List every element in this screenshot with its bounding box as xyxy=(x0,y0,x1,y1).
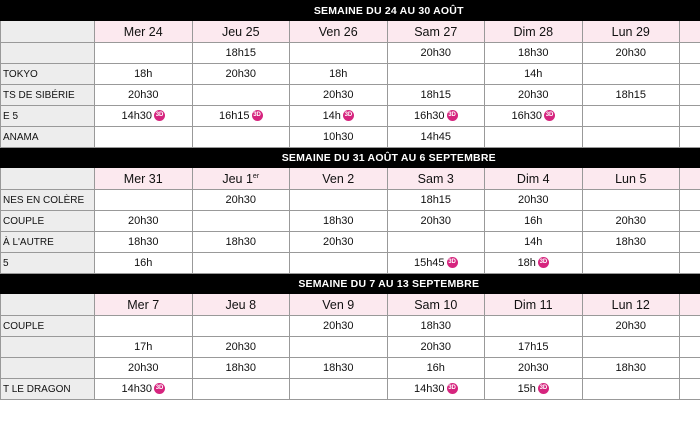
film-row xyxy=(1,127,700,148)
showtime-cell xyxy=(582,337,680,358)
day-header xyxy=(485,21,583,43)
showtime: 17h15 xyxy=(517,341,549,353)
day-label: Ven 2 xyxy=(322,171,355,186)
showtime: 20h30 xyxy=(225,68,257,80)
film-title: COUPLE xyxy=(1,316,95,337)
showtime-cell xyxy=(485,43,583,64)
showtime: 18h xyxy=(134,68,153,80)
badge-3d-icon: 3D xyxy=(154,383,165,394)
day-header-row xyxy=(1,21,700,43)
day-label: Jeu 1 xyxy=(222,171,253,186)
showtime-cell xyxy=(387,211,485,232)
day-header xyxy=(680,294,700,316)
film-row xyxy=(1,316,700,337)
showtime-cell xyxy=(387,232,485,253)
showtime-cell xyxy=(290,127,388,148)
showtime-cell xyxy=(582,379,680,400)
day-label: Lun 29 xyxy=(611,24,650,39)
week-label: SEMAINE DU 31 AOÛT AU 6 SEPTEMBRE xyxy=(1,148,700,168)
showtime-cell xyxy=(290,337,388,358)
showtime: 20h30 xyxy=(127,215,159,227)
showtime-cell xyxy=(485,211,583,232)
film-row xyxy=(1,379,700,400)
showtime-cell xyxy=(680,85,700,106)
showtime: 16h xyxy=(134,257,153,269)
showtime-cell xyxy=(95,379,193,400)
day-label: Sam 10 xyxy=(414,297,458,312)
showtime: 18h30 xyxy=(322,362,354,374)
showtime-cell xyxy=(582,253,680,274)
showtime-cell xyxy=(582,190,680,211)
day-label: Ven 26 xyxy=(318,24,358,39)
showtime: 16h xyxy=(426,362,445,374)
day-header xyxy=(192,168,290,190)
day-header xyxy=(387,294,485,316)
day-header-row xyxy=(1,168,700,190)
film-title xyxy=(1,358,95,379)
day-header-corner xyxy=(1,21,95,43)
day-ordinal-suffix: er xyxy=(252,172,260,180)
showtime-cell xyxy=(95,127,193,148)
showtime-cell xyxy=(387,253,485,274)
day-label: Ven 9 xyxy=(322,297,355,312)
showtime-cell xyxy=(290,190,388,211)
day-header xyxy=(485,168,583,190)
showtime: 20h30 xyxy=(615,47,647,59)
showtime: 18h15 xyxy=(420,89,452,101)
day-header xyxy=(680,168,700,190)
showtime-cell xyxy=(387,64,485,85)
day-header xyxy=(582,294,680,316)
film-row xyxy=(1,85,700,106)
showtime: 20h30 xyxy=(517,89,549,101)
day-label: Mer 24 xyxy=(123,24,163,39)
showtime-cell xyxy=(192,253,290,274)
film-row xyxy=(1,190,700,211)
badge-3d-icon: 3D xyxy=(538,257,549,268)
showtime: 20h30 xyxy=(420,47,452,59)
showtime-cell xyxy=(485,253,583,274)
showtime-cell xyxy=(95,358,193,379)
showtime-cell xyxy=(680,127,700,148)
film-row xyxy=(1,211,700,232)
showtime-cell xyxy=(387,379,485,400)
showtime-cell xyxy=(290,211,388,232)
showtime: 20h30 xyxy=(615,215,647,227)
showtime-cell xyxy=(192,337,290,358)
showtime: 14h30 xyxy=(121,110,153,122)
day-header-row xyxy=(1,294,700,316)
showtime-cell xyxy=(582,85,680,106)
showtime-cell xyxy=(485,127,583,148)
showtime-cell xyxy=(95,85,193,106)
showtime-cell xyxy=(290,106,388,127)
day-header xyxy=(95,294,193,316)
showtime-cell xyxy=(192,316,290,337)
day-label: Sam 3 xyxy=(417,171,454,186)
showtime: 10h30 xyxy=(322,131,354,143)
showtime: 14h30 xyxy=(121,383,153,395)
showtime: 14h xyxy=(322,110,341,122)
badge-3d-icon: 3D xyxy=(252,110,263,121)
day-header xyxy=(290,21,388,43)
showtime-cell xyxy=(387,43,485,64)
showtime-cell xyxy=(485,64,583,85)
showtime-cell xyxy=(680,190,700,211)
showtime-cell xyxy=(680,379,700,400)
day-header-corner xyxy=(1,168,95,190)
film-title: COUPLE xyxy=(1,211,95,232)
day-header xyxy=(192,294,290,316)
showtime-cell xyxy=(582,127,680,148)
showtime-cell xyxy=(387,358,485,379)
showtime-cell xyxy=(582,211,680,232)
showtime: 18h30 xyxy=(322,215,354,227)
film-row xyxy=(1,43,700,64)
showtime: 20h30 xyxy=(615,320,647,332)
showtime-cell xyxy=(95,43,193,64)
showtime-cell xyxy=(387,316,485,337)
showtime-cell xyxy=(192,211,290,232)
showtime: 20h30 xyxy=(127,89,159,101)
showtime-cell xyxy=(582,358,680,379)
showtime-cell xyxy=(192,106,290,127)
showtime-cell xyxy=(582,43,680,64)
showtime: 16h30 xyxy=(413,110,445,122)
badge-3d-icon: 3D xyxy=(544,110,555,121)
showtime-cell xyxy=(290,358,388,379)
showtime-cell xyxy=(290,379,388,400)
showtime: 18h30 xyxy=(615,236,647,248)
film-row xyxy=(1,106,700,127)
film-title: 5 xyxy=(1,253,95,274)
showtime: 20h30 xyxy=(322,236,354,248)
day-header xyxy=(290,294,388,316)
showtime: 20h30 xyxy=(517,194,549,206)
day-label: Dim 4 xyxy=(516,171,550,186)
day-header xyxy=(387,168,485,190)
showtime-cell xyxy=(95,337,193,358)
showtime-cell xyxy=(95,211,193,232)
showtime-cell xyxy=(485,85,583,106)
day-label: Lun 12 xyxy=(611,297,650,312)
film-title: TOKYO xyxy=(1,64,95,85)
showtime-cell xyxy=(192,232,290,253)
showtime-cell xyxy=(680,232,700,253)
showtime: 18h xyxy=(329,68,348,80)
week-header-row xyxy=(1,148,700,168)
film-row xyxy=(1,337,700,358)
day-header xyxy=(582,21,680,43)
showtime-cell xyxy=(485,232,583,253)
film-row xyxy=(1,64,700,85)
day-label: Mer 31 xyxy=(123,171,163,186)
week-header-row xyxy=(1,1,700,21)
day-header xyxy=(95,21,193,43)
showtime-cell xyxy=(485,337,583,358)
film-row xyxy=(1,358,700,379)
showtime: 18h30 xyxy=(420,320,452,332)
day-header xyxy=(95,168,193,190)
badge-3d-icon: 3D xyxy=(538,383,549,394)
film-title: E 5 xyxy=(1,106,95,127)
day-label: Jeu 25 xyxy=(221,24,260,39)
day-header xyxy=(387,21,485,43)
showtime-cell xyxy=(192,190,290,211)
showtime-cell xyxy=(582,64,680,85)
showtime-cell xyxy=(582,316,680,337)
day-header xyxy=(680,21,700,43)
showtime: 16h xyxy=(524,215,543,227)
showtime-cell xyxy=(192,127,290,148)
showtime-cell xyxy=(485,379,583,400)
showtime: 20h30 xyxy=(420,341,452,353)
day-header xyxy=(582,168,680,190)
showtime-cell xyxy=(192,379,290,400)
showtime-cell xyxy=(95,106,193,127)
showtime: 18h15 xyxy=(420,194,452,206)
day-label: Dim 11 xyxy=(513,297,553,312)
day-header xyxy=(485,294,583,316)
film-title: T LE DRAGON xyxy=(1,379,95,400)
showtime-cell xyxy=(680,337,700,358)
day-label: Jeu 8 xyxy=(225,297,257,312)
day-label: Sam 27 xyxy=(414,24,458,39)
showtime: 18h30 xyxy=(225,236,257,248)
showtime-cell xyxy=(290,232,388,253)
showtime-cell xyxy=(290,85,388,106)
showtime-cell xyxy=(485,190,583,211)
showtime-cell xyxy=(387,190,485,211)
badge-3d-icon: 3D xyxy=(447,383,458,394)
showtime: 20h30 xyxy=(225,341,257,353)
showtime: 20h30 xyxy=(322,89,354,101)
showtime-cell xyxy=(680,64,700,85)
showtime-cell xyxy=(680,43,700,64)
film-title: TS DE SIBÉRIE xyxy=(1,85,95,106)
day-header xyxy=(192,21,290,43)
showtime-cell xyxy=(95,316,193,337)
showtime-cell xyxy=(290,316,388,337)
badge-3d-icon: 3D xyxy=(447,110,458,121)
showtime-cell xyxy=(582,232,680,253)
showtime-cell xyxy=(680,253,700,274)
film-row xyxy=(1,232,700,253)
showtime: 20h30 xyxy=(127,362,159,374)
film-title: NES EN COLÈRE xyxy=(1,190,95,211)
showtime-cell xyxy=(290,43,388,64)
week-label: SEMAINE DU 24 AU 30 AOÛT xyxy=(1,1,700,21)
showtime: 18h30 xyxy=(225,362,257,374)
showtime: 16h15 xyxy=(218,110,250,122)
showtime-cell xyxy=(95,64,193,85)
showtime: 20h30 xyxy=(322,320,354,332)
badge-3d-icon: 3D xyxy=(447,257,458,268)
showtime-cell xyxy=(387,85,485,106)
showtime-cell xyxy=(290,64,388,85)
film-title xyxy=(1,337,95,358)
day-label: Mer 7 xyxy=(127,297,160,312)
day-label: Lun 5 xyxy=(615,171,647,186)
showtime: 14h xyxy=(524,236,543,248)
film-row xyxy=(1,253,700,274)
film-title xyxy=(1,43,95,64)
showtime-cell xyxy=(387,337,485,358)
showtime-cell xyxy=(192,85,290,106)
showtime: 18h15 xyxy=(615,89,647,101)
showtime-cell xyxy=(485,316,583,337)
showtime: 20h30 xyxy=(517,362,549,374)
day-label: Dim 28 xyxy=(513,24,554,39)
showtime: 20h30 xyxy=(420,215,452,227)
showtime-cell xyxy=(680,211,700,232)
showtime-cell xyxy=(680,106,700,127)
showtime-cell xyxy=(95,253,193,274)
showtime: 14h45 xyxy=(420,131,452,143)
showtime-cell xyxy=(582,106,680,127)
showtime-cell xyxy=(192,358,290,379)
badge-3d-icon: 3D xyxy=(343,110,354,121)
showtime-cell xyxy=(95,190,193,211)
day-header xyxy=(290,168,388,190)
showtime: 14h xyxy=(524,68,543,80)
showtime-cell xyxy=(290,253,388,274)
week-label: SEMAINE DU 7 AU 13 SEPTEMBRE xyxy=(1,274,700,294)
badge-3d-icon: 3D xyxy=(154,110,165,121)
showtime: 15h xyxy=(517,383,536,395)
showtime: 15h45 xyxy=(413,257,445,269)
showtime: 18h15 xyxy=(225,47,257,59)
showtime: 17h xyxy=(134,341,153,353)
showtime-cell xyxy=(680,358,700,379)
showtime: 18h30 xyxy=(615,362,647,374)
film-title: ANAMA xyxy=(1,127,95,148)
showtime-cell xyxy=(192,43,290,64)
showtime-cell xyxy=(387,127,485,148)
showtime-cell xyxy=(95,232,193,253)
day-header-corner xyxy=(1,294,95,316)
film-title: À L'AUTRE xyxy=(1,232,95,253)
showtime-cell xyxy=(387,106,485,127)
week-header-row xyxy=(1,274,700,294)
showtime-cell xyxy=(680,316,700,337)
showtime: 20h30 xyxy=(225,194,257,206)
showtime: 18h xyxy=(517,257,536,269)
showtime-cell xyxy=(485,106,583,127)
showtime: 14h30 xyxy=(413,383,445,395)
showtime: 18h30 xyxy=(127,236,159,248)
showtime: 16h30 xyxy=(511,110,543,122)
showtime-cell xyxy=(192,64,290,85)
showtime-cell xyxy=(485,358,583,379)
showtime: 18h30 xyxy=(517,47,549,59)
